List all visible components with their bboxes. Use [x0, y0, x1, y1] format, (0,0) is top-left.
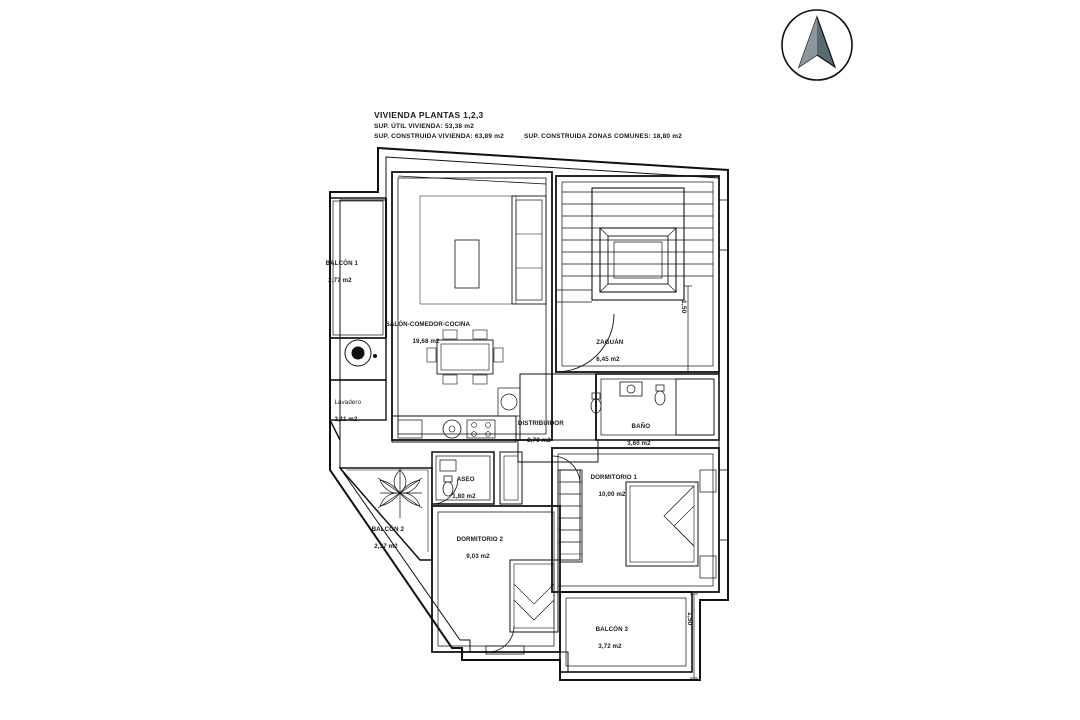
room-label-dormitorio1: DORMITORIO 1 10,00 m2: [590, 473, 638, 499]
room-label-zaguan: ZAGUÁN 6,45 m2: [596, 338, 624, 364]
room-label-salon: SALÓN-COMEDOR-COCINA 19,68 m2: [385, 320, 471, 346]
surface-built-dwelling: SUP. CONSTRUIDA VIVIENDA: 63,89 m2: [374, 133, 504, 140]
room-label-bano: BAÑO 3,60 m2: [627, 422, 651, 448]
room-label-balcon1: BALCÓN 1 2,77 m2: [325, 259, 359, 285]
room-label-lavadero: Lavadero 2,11 m2: [334, 398, 362, 424]
dimension-label-top-right: 1,50: [680, 300, 688, 314]
surface-useful-label: SUP. ÚTIL VIVIENDA: 53,38 m2: [374, 123, 475, 130]
room-label-balcon3: BALCÓN 3 3,72 m2: [595, 625, 629, 651]
room-label-balcon2: BALCÓN 2 2,37 m2: [371, 525, 405, 551]
page-title: VIVIENDA PLANTAS 1,2,3: [374, 110, 484, 120]
dimension-label-bottom-right: 1,50: [686, 612, 694, 626]
surface-built-common: SUP. CONSTRUIDA ZONAS COMUNES: 18,80 m2: [523, 133, 683, 140]
room-label-dormitorio2: DORMITORIO 2 9,03 m2: [456, 535, 504, 561]
room-label-distribuidor: DISTRIBUIDOR 2,73 m2: [517, 419, 564, 445]
room-label-aseo: ASEO 1,80 m2: [452, 475, 476, 501]
